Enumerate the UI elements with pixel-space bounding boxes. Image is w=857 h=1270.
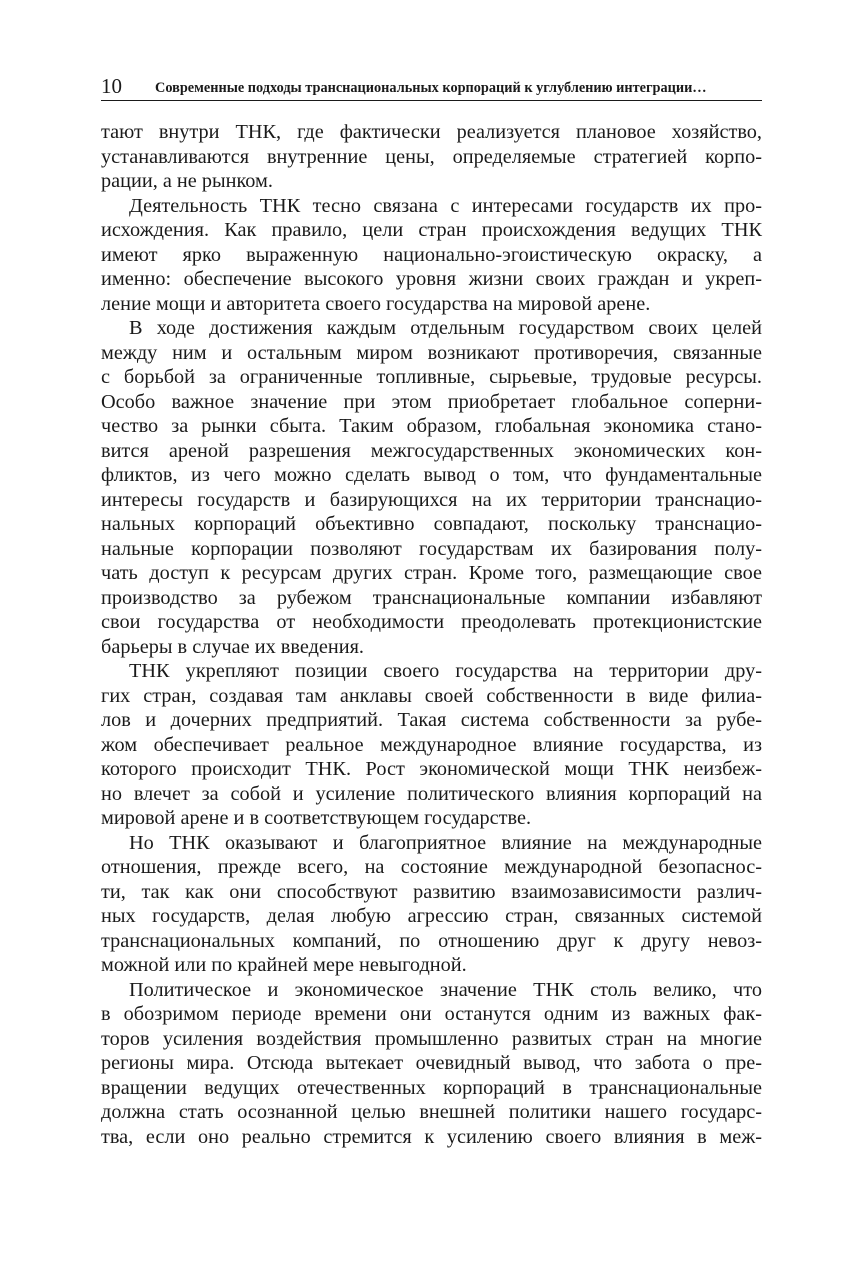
text-line: в обозримом периоде времени они останутся одним из важных фак- [101,1003,762,1025]
text-line: гих стран, создавая там анклавы своей собственности в виде филиа- [101,684,762,707]
text-line: исхождения. Как правило, цели стран происхождения ведущих ТНК [101,219,762,241]
text-line: нальные корпорации позволяют государствам их базирования полу- [101,537,762,560]
text-line: ление мощи и авторитета своего государства на мировой арене. [101,292,651,315]
text-line: между ним и остальным миром возникают противоречия, связанные [101,341,762,364]
paragraph [101,120,762,194]
text-line: вится ареной разрешения межгосударственных экономических кон- [101,439,762,462]
book-page [101,72,762,1149]
text-line: ТНК укрепляют позиции своего государства на территории дру- [129,660,762,682]
paragraph [101,194,762,317]
text-line: мировой арене и в соответствующем государстве. [101,807,532,829]
text-line: чать доступ к ресурсам других стран. Кроме того, размещающие свое [101,562,762,584]
page-number: 10 [101,74,122,98]
body-text [101,120,762,1149]
text-line: именно: обеспечение высокого уровня жизни своих граждан и укреп- [101,268,762,290]
text-line: фликтов, из чего можно сделать вывод о том, что фундаментальные [101,464,762,486]
text-line: Деятельность ТНК тесно связана с интересами государств их про- [129,194,762,217]
text-line: Но ТНК оказывают и благоприятное влияние на международные [129,831,762,854]
text-line: устанавливаются внутренние цены, определяемые стратегией корпо- [101,145,762,168]
text-line: свои государства от необходимости преодолевать протекционистские [101,611,762,633]
text-line: Особо важное значение при этом приобретает глобальное соперни- [101,390,762,413]
text-line: торов усиления воздействия промышленно развитых стран на многие [101,1027,762,1050]
text-line: но влечет за собой и усиление политического влияния корпораций на [101,782,762,805]
text-line: лов и дочерних предприятий. Такая система собственности за рубе- [101,709,762,731]
paragraph [101,978,762,1150]
text-line: В ходе достижения каждым отдельным государством своих целей [129,317,762,339]
text-line: можной или по крайней мере невыгодной. [101,954,467,976]
text-line: отношения, прежде всего, на состояние международной безопаснос- [101,856,762,878]
text-line: ти, так как они способствуют развитию взаимозависимости различ- [101,880,762,903]
text-line: Политическое и экономическое значение ТНК столь велико, что [129,978,762,1001]
text-line: тают внутри ТНК, где фактически реализуется плановое хозяйство, [101,121,762,143]
text-line: с борьбой за ограниченные топливные, сырьевые, трудовые ресурсы. [101,366,762,388]
paragraph [101,831,762,978]
text-line: производство за рубежом транснациональные компании избавляют [101,586,762,609]
text-line: вращении ведущих отечественных корпораций в транснациональные [101,1076,762,1099]
text-line: ных государств, делая любую агрессию стран, связанных системой [101,905,762,927]
paragraph [101,316,762,659]
paragraph [101,659,762,831]
text-line: барьеры в случае их введения. [101,635,364,658]
text-line: нальных корпораций объективно совпадают, поскольку транснацио- [101,513,762,535]
text-line: транснациональных компаний, по отношению друг к другу невоз- [101,929,762,952]
text-line: интересы государств и базирующихся на их территории транснацио- [101,488,762,511]
running-title: Современные подходы транснациональных корпораций к углублению интеграции… [155,80,707,96]
text-line: чество за рынки сбыта. Таким образом, глобальная экономика стано- [101,415,762,437]
text-line: жом обеспечивает реальное международное влияние государства, из [101,733,762,756]
text-line: рации, а не рынком. [101,170,273,192]
text-line: тва, если оно реально стремится к усилению своего влияния в меж- [101,1125,762,1148]
text-line: которого происходит ТНК. Рост экономической мощи ТНК неизбеж- [101,758,762,780]
text-line: имеют ярко выраженную национально-эгоистическую окраску, а [101,243,762,266]
running-header [101,72,762,101]
text-line: регионы мира. Отсюда вытекает очевидный вывод, что забота о пре- [101,1052,762,1074]
text-line: должна стать осознанной целью внешней политики нашего государс- [101,1101,762,1123]
